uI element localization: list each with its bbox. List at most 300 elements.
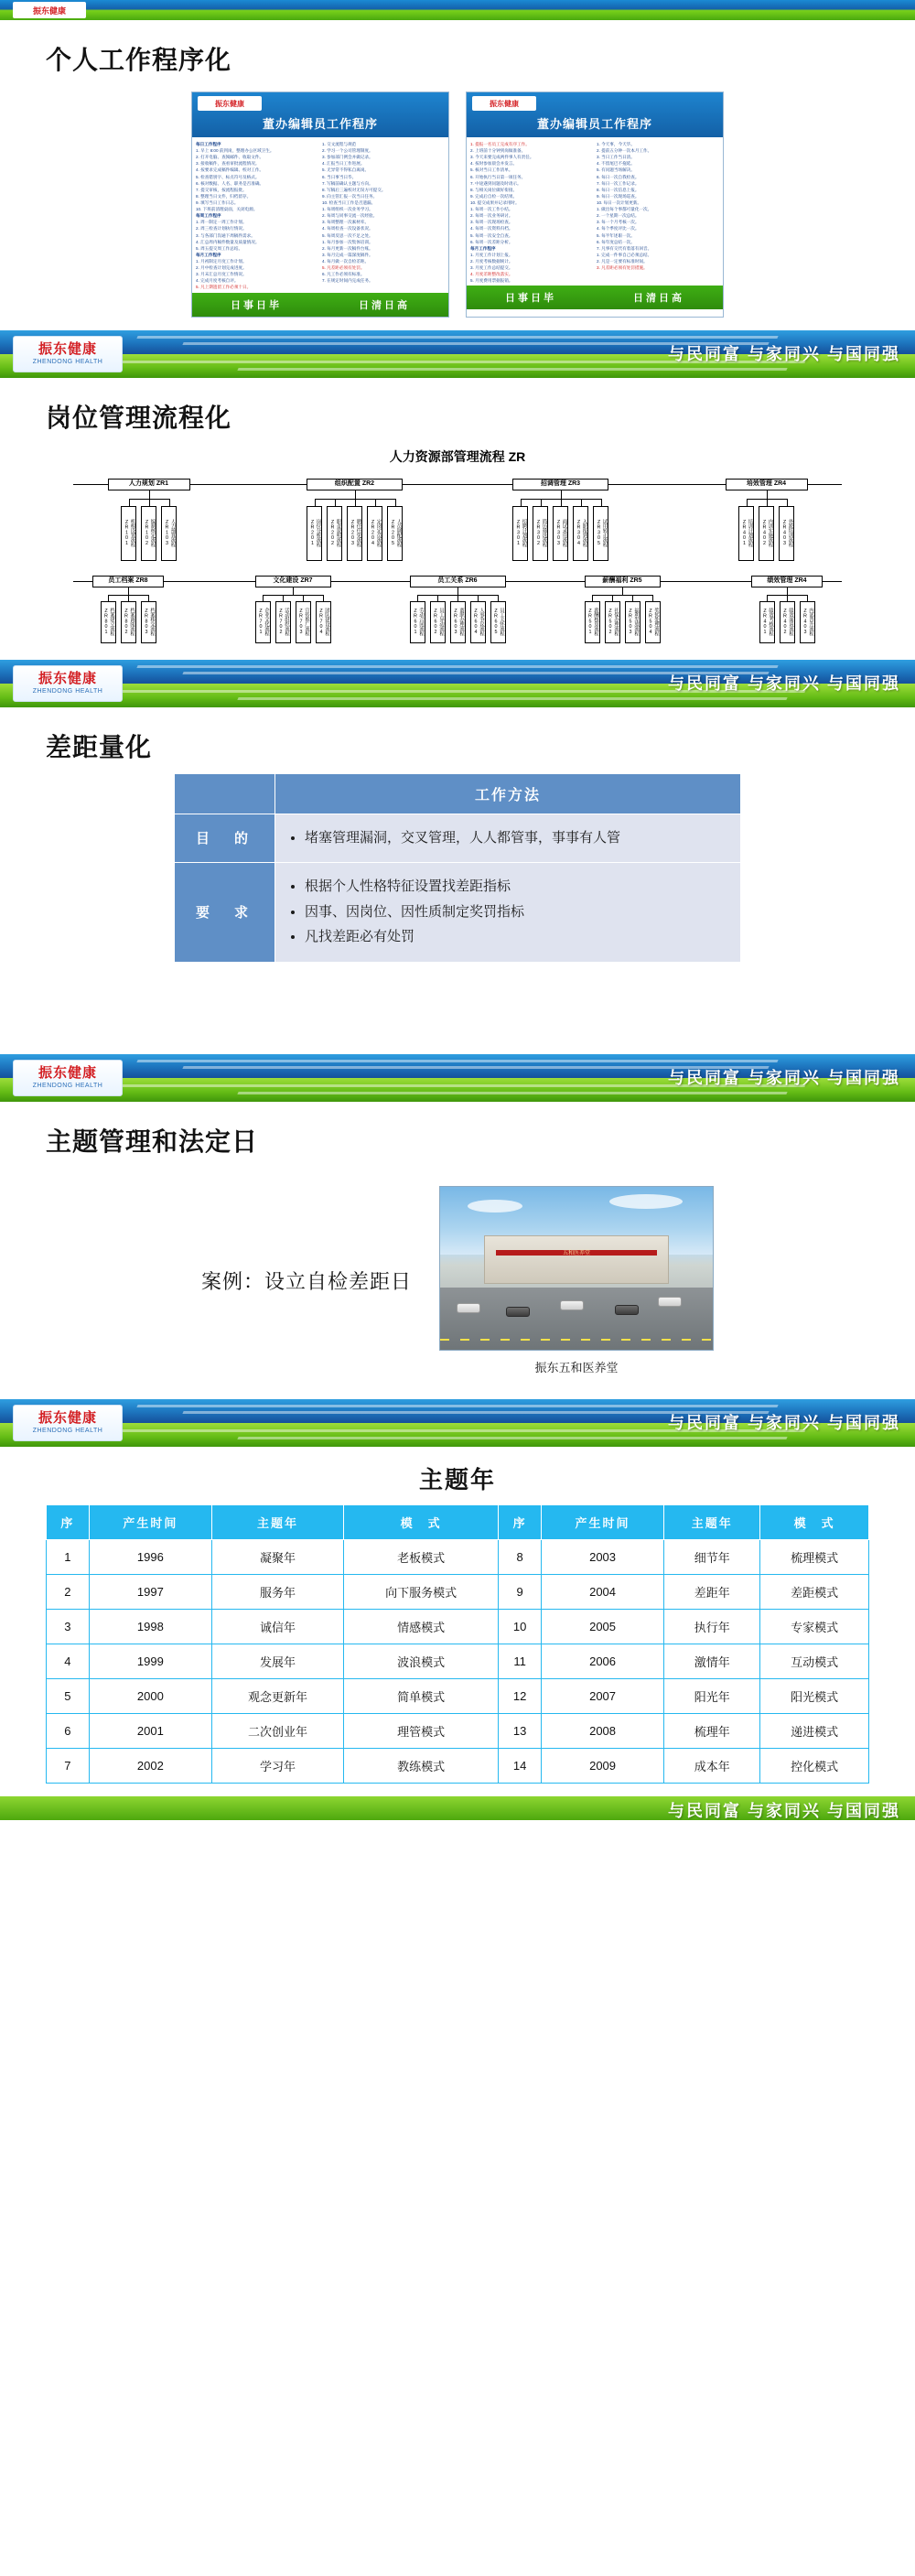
poster-line: 每月工作程序 <box>470 245 496 251</box>
poster-line: 8. 每日一次信息上报。 <box>597 187 640 192</box>
poster-line: 7. 中途遇到问题及时请示。 <box>470 180 522 186</box>
brand-logo-mini: 振东健康 <box>13 2 86 18</box>
flow-leaf-box: 聘任任免流程 ZR203 <box>347 506 362 561</box>
photo-block <box>439 1186 714 1375</box>
gap-item: • 凡找差距必有处罚 <box>305 927 727 948</box>
cloud-icon <box>468 1200 522 1213</box>
table-cell: 控化模式 <box>760 1748 869 1783</box>
table-cell: 诚信年 <box>211 1609 343 1644</box>
poster-line: 3. 月度工作总结提交。 <box>470 265 513 271</box>
flow-connector <box>592 595 593 601</box>
car-icon <box>506 1307 530 1317</box>
flow-leaf-box: 面试录用流程 ZR303 <box>553 506 568 561</box>
theme-column-header: 序 <box>499 1504 542 1539</box>
poster-2-column-left <box>470 141 593 284</box>
table-cell: 2000 <box>89 1678 211 1713</box>
poster-line: 5. 每周一次安全自查。 <box>470 232 513 238</box>
poster-line: 8. 与相关岗位做好衔接。 <box>470 187 518 192</box>
table-row <box>47 1644 869 1678</box>
poster-1 <box>191 92 449 318</box>
flow-leaf-box: 档案建立流程 ZR801 <box>101 601 116 643</box>
flow-connector <box>263 595 264 601</box>
poster-line: 3. 今天来要完成两件事人有责任。 <box>470 155 534 160</box>
table-cell: 老板模式 <box>343 1539 498 1574</box>
theme-column-header: 主题年 <box>211 1504 343 1539</box>
table-cell: 向下服务模式 <box>343 1574 498 1609</box>
road-dash <box>440 1339 713 1341</box>
flow-connector <box>128 595 129 601</box>
theme-column-header: 主题年 <box>664 1504 760 1539</box>
poster-line: 1. 每周组织一次业务学习。 <box>322 207 373 212</box>
poster-line: 5. 月度费用票据报销。 <box>470 278 513 284</box>
poster-footer-left: 日事日毕 <box>505 293 556 305</box>
flow-group-header: 绩效管理 ZR4 <box>751 576 823 587</box>
table-cell: 梳理年 <box>664 1713 760 1748</box>
poster-footer-right: 日清日高 <box>633 293 684 305</box>
poster-line: 2. 周三检查计划执行情况。 <box>196 226 247 232</box>
table-cell: 1997 <box>89 1574 211 1609</box>
gap-item: • 堵塞管理漏洞，交叉管理，人人都管事，事事有人管 <box>305 828 727 849</box>
car-icon <box>658 1297 682 1307</box>
theme-column-header: 模 式 <box>760 1504 869 1539</box>
poster-line: 5. 无异常不得私自离岗。 <box>322 167 370 173</box>
poster-line: 2. 月度考核数据统计。 <box>470 258 513 264</box>
poster-line: 3. 当日工作当日清。 <box>597 155 635 160</box>
flow-leaf-box: 培训计划流程 ZR401 <box>738 506 754 561</box>
table-cell: 差距年 <box>664 1574 760 1609</box>
table-cell: 执行年 <box>664 1609 760 1644</box>
poster-2-logo: 振东健康 <box>472 96 536 111</box>
flow-leaf-box: 岗位分析流程 ZR201 <box>307 506 322 561</box>
poster-line: 8. 写稿后三遍校对无误方可提交。 <box>322 187 386 192</box>
flow-group-header: 员工档案 ZR8 <box>92 576 164 587</box>
section-title-4: 主题管理和法定日 <box>46 1126 259 1156</box>
case-row <box>0 1168 915 1383</box>
poster-line: 1. 每月参加一次集体培训。 <box>322 239 373 244</box>
poster-line: 6. 核对数据、人名、职务是否准确。 <box>196 180 264 186</box>
flow-connector <box>541 499 542 506</box>
flow-group-header: 组织配置 ZR2 <box>307 479 403 490</box>
flow-connector <box>561 490 562 499</box>
poster-line: 1. 今天事，今天毕。 <box>597 142 635 146</box>
table-cell: 1998 <box>89 1609 211 1644</box>
slide-theme-year <box>0 1461 915 1820</box>
table-cell: 发展年 <box>211 1644 343 1678</box>
poster-line: 1. 每周一次工作小结。 <box>470 207 513 212</box>
flow-connector <box>787 595 788 601</box>
slide-position-flow <box>0 398 915 707</box>
poster-line: 4. 汇总周内稿件数量及质量情况。 <box>196 239 260 244</box>
flow-connector <box>128 587 129 595</box>
flow-leaf-box: 劳动合同流程 ZR601 <box>410 601 425 643</box>
gap-row-cell-purpose <box>275 814 741 863</box>
poster-line: 3. 与各部门沟通下周稿件需求。 <box>196 232 255 238</box>
poster-line: 4. 不留尾巴不拖延。 <box>597 161 635 167</box>
poster-line: 1. 月度工作计划上报。 <box>470 252 513 257</box>
poster-line: 3. 接收稿件，查看审批流程情况。 <box>196 161 260 167</box>
flow-leaf-box: 团队建设流程 ZR704 <box>316 601 331 643</box>
poster-line: 5. 每周反思一次不足之处。 <box>322 232 373 238</box>
flow-connector <box>787 499 788 506</box>
poster-line: 4. 每周一次资料归档。 <box>470 226 513 232</box>
poster-2-body <box>467 137 723 286</box>
poster-line: 10. 检查当日工作是否遗漏。 <box>322 199 376 205</box>
table-cell: 13 <box>499 1713 542 1748</box>
flow-group-header: 培效管理 ZR4 <box>726 479 808 490</box>
photo-building <box>484 1235 670 1284</box>
table-cell: 细节年 <box>664 1539 760 1574</box>
section-title-2: 岗位管理流程化 <box>46 403 232 432</box>
poster-line: 9. 填写当日工作日志。 <box>196 199 239 205</box>
flow-leaf-box: 档案移交流程 ZR803 <box>141 601 156 643</box>
table-cell: 1999 <box>89 1644 211 1678</box>
brand-name-en: ZHENDONG HEALTH <box>32 359 103 366</box>
flow-connector <box>478 595 479 601</box>
poster-line: 5. 核对当日工作清单。 <box>470 167 513 173</box>
flow-connector <box>632 595 633 601</box>
poster-line: 1. 完成一件事自己必须总结。 <box>597 252 652 257</box>
poster-line: 4. 按要求完成稿件编辑、校对工作。 <box>196 167 264 173</box>
table-cell: 2006 <box>541 1644 663 1678</box>
flow-leaf-box: 内训实施流程 ZR402 <box>759 506 774 561</box>
poster-line: 4. 每月做一次自检差距。 <box>322 258 370 264</box>
poster-line: 7. 写稿前确认主题与方向。 <box>322 180 373 186</box>
flow-connector <box>149 490 150 499</box>
table-cell: 情感模式 <box>343 1609 498 1644</box>
brand-slogan: 与民同富 与家同兴 与国同强 <box>667 674 900 693</box>
poster-line: 6. 开始执行当日第一项任务。 <box>470 174 526 179</box>
poster-line: 4. 完成月度考核自评。 <box>196 278 239 284</box>
gap-item: • 根据个人性格特征设置找差距指标 <box>305 877 727 898</box>
poster-line: 2. 每周与同事交流一次经验。 <box>322 213 378 219</box>
table-cell: 7 <box>47 1748 90 1783</box>
flow-group-header: 招调管理 ZR3 <box>512 479 608 490</box>
poster-line: 3. 参加部门例会并做记录。 <box>322 155 373 160</box>
poster-group <box>0 86 915 330</box>
table-cell: 教练模式 <box>343 1748 498 1783</box>
poster-2-column-right <box>597 141 719 284</box>
photo-caption: 振东五和医养堂 <box>534 1360 619 1374</box>
flow-leaf-box: 宣传推广流程 ZR703 <box>296 601 311 643</box>
table-cell: 学习年 <box>211 1748 343 1783</box>
poster-line: 8. 整理当日文件，归档留存。 <box>196 193 252 199</box>
case-photo <box>439 1186 714 1351</box>
flow-group-header: 人力规划 ZR1 <box>108 479 190 490</box>
table-cell: 2003 <box>541 1539 663 1574</box>
table-row <box>47 1539 869 1574</box>
poster-footer-right: 日清日高 <box>359 299 410 311</box>
poster-1-body <box>192 137 448 293</box>
flow-connector <box>375 499 376 506</box>
table-cell: 凝聚年 <box>211 1539 343 1574</box>
brand-slogan: 与民同富 与家同兴 与国同强 <box>667 344 900 363</box>
table-cell: 5 <box>47 1678 90 1713</box>
poster-line: 每月工作程序 <box>196 252 221 257</box>
brand-name-cn: 振东健康 <box>38 341 97 358</box>
slide-personal-work-procedure <box>0 40 915 378</box>
flow-connector <box>355 490 356 499</box>
brand-logo <box>13 1405 123 1441</box>
poster-line: 7. 每日一次工作记录。 <box>597 180 640 186</box>
table-cell: 6 <box>47 1713 90 1748</box>
flow-leaf-box: 内部晋升流程 ZR403 <box>800 601 815 643</box>
flow-leaf-box: 试用转正流程 ZR305 <box>593 506 608 561</box>
flow-connector <box>293 587 294 595</box>
poster-line: 10. 下班前清理桌面，关闭电源。 <box>196 207 258 212</box>
poster-line: 4. 按时参加晨会并发言。 <box>470 161 518 167</box>
poster-1-header <box>192 92 448 137</box>
flow-leaf-box: 绩效考核流程 ZR401 <box>759 601 775 643</box>
building-sign-text: 五和医养堂 <box>562 1251 590 1257</box>
flow-connector <box>807 595 808 601</box>
poster-line: 9. 向主管汇报一次当日任务。 <box>322 193 378 199</box>
poster-line: 4. 每周检查一次设备状况。 <box>322 226 373 232</box>
flow-connector <box>581 499 582 506</box>
poster-line: 6. 每周一次差距分析。 <box>470 239 513 244</box>
poster-1-column-right <box>322 141 445 291</box>
brand-name-cn: 振东健康 <box>38 671 97 687</box>
flow-leaf-box: 机构设置流程 ZR101 <box>121 506 136 561</box>
brand-slogan: 与民同富 与家同兴 与国同强 <box>667 1068 900 1087</box>
poster-line: 5. 凡上期遗留工作必须十日。 <box>196 285 252 290</box>
poster-line: 7. 提交审核，按流程报批。 <box>196 187 247 192</box>
table-cell: 2007 <box>541 1678 663 1713</box>
flow-connector <box>498 595 499 601</box>
table-cell: 2004 <box>541 1574 663 1609</box>
poster-line: 3. 每月完成一篇深度稿件。 <box>322 252 373 257</box>
flow-leaf-box: 企业文化流程 ZR701 <box>255 601 271 643</box>
brand-name-cn: 振东健康 <box>38 1065 97 1082</box>
gap-table <box>174 773 741 963</box>
flow-connector <box>283 595 284 601</box>
poster-line: 5. 检查错别字、标点符号及格式。 <box>196 174 260 179</box>
poster-line: 7. 凡事有交代有着落有回音。 <box>597 245 652 251</box>
flow-connector <box>148 595 149 601</box>
flow-leaf-box: 福利发放流程 ZR503 <box>625 601 640 643</box>
table-row <box>175 863 741 963</box>
poster-line: 6. 凡工作必须有标准。 <box>322 272 365 277</box>
table-cell: 差距模式 <box>760 1574 869 1609</box>
theme-year-table <box>46 1504 869 1784</box>
gap-header-blank <box>175 773 275 814</box>
flow-connector <box>767 490 768 499</box>
brand-name-en: ZHENDONG HEALTH <box>32 688 103 695</box>
poster-line: 4. 汇报当日工作进展。 <box>322 161 365 167</box>
poster-line: 10. 提交成果并记录用时。 <box>470 199 520 205</box>
table-cell: 2001 <box>89 1713 211 1748</box>
flow-leaf-box: 简历筛选流程 ZR302 <box>533 506 548 561</box>
poster-2-header <box>467 92 723 137</box>
table-cell: 4 <box>47 1644 90 1678</box>
slide-banner-1 <box>0 330 915 378</box>
poster-line: 2. 每周一次业务研讨。 <box>470 213 513 219</box>
table-row <box>47 1678 869 1713</box>
theme-year-title: 主题年 <box>418 1465 496 1493</box>
flow-leaf-box: 社保办理流程 ZR502 <box>605 601 620 643</box>
flow-connector <box>592 595 652 596</box>
flow-connector <box>521 499 522 506</box>
flow-group-header: 文化建设 ZR7 <box>255 576 331 587</box>
flow-connector <box>355 499 356 506</box>
table-cell: 2005 <box>541 1609 663 1644</box>
table-cell: 12 <box>499 1678 542 1713</box>
poster-line: 每日工作程序 <box>196 142 221 146</box>
flow-leaf-box: 入职报到流程 ZR304 <box>573 506 588 561</box>
poster-line: 2. 学习一个公司管理制度。 <box>322 148 373 154</box>
flow-leaf-box: 职责说明流程 ZR202 <box>327 506 342 561</box>
flow-connector <box>303 595 304 601</box>
table-header-row <box>47 1504 869 1539</box>
flow-connector <box>612 595 613 601</box>
poster-line: 2. 凡是一定要有标准时间。 <box>597 258 648 264</box>
poster-line: 3. 每一个月考核一次。 <box>597 220 640 225</box>
poster-line: 6. 每年度总结一次。 <box>597 239 635 244</box>
flow-leaf-box: 薪酬核算流程 ZR501 <box>585 601 600 643</box>
poster-line: 2. 打开电脑、查阅邮件、收取文件。 <box>196 155 264 160</box>
gap-row-cell-requirement <box>275 863 741 963</box>
poster-line: 3. 每周一次现场检查。 <box>470 220 513 225</box>
flow-leaf-box: 定岗定员流程 ZR204 <box>367 506 382 561</box>
flow-leaf-box: 活动组织流程 ZR702 <box>275 601 291 643</box>
flow-leaf-box: 编制核定流程 ZR102 <box>141 506 156 561</box>
flow-leaf-box: 外派培训流程 ZR403 <box>779 506 794 561</box>
theme-column-header: 模 式 <box>343 1504 498 1539</box>
table-cell: 8 <box>499 1539 542 1574</box>
car-icon <box>615 1305 639 1315</box>
theme-column-header: 产生时间 <box>89 1504 211 1539</box>
gap-header-main: 工作方法 <box>275 773 741 814</box>
flow-connector <box>601 499 602 506</box>
poster-line: 4. 月度差距整改落实。 <box>470 272 513 277</box>
slide-banner-3 <box>0 1054 915 1102</box>
gap-item: • 因事、因岗位、因性质制定奖罚指标 <box>305 902 727 923</box>
poster-line: 2. 一个星期一次总结。 <box>597 213 640 219</box>
table-cell: 11 <box>499 1644 542 1678</box>
flow-connector <box>263 595 323 596</box>
poster-2 <box>466 92 724 318</box>
brand-logo <box>13 336 123 372</box>
table-cell: 阳光模式 <box>760 1678 869 1713</box>
poster-line: 5. 有问题当场解决。 <box>597 167 635 173</box>
table-row-header <box>175 773 741 814</box>
flow-group-header: 薪酬福利 ZR5 <box>585 576 661 587</box>
table-cell: 3 <box>47 1609 90 1644</box>
flow-leaf-box: 奖惩处理流程 ZR504 <box>645 601 661 643</box>
flow-leaf-box: 档案调阅流程 ZR802 <box>121 601 136 643</box>
poster-1-column-left <box>196 141 318 291</box>
poster-1-title: 董办编辑员工作程序 <box>262 117 378 131</box>
poster-line: 6. 当日事当日毕。 <box>322 174 357 179</box>
flow-connector <box>437 595 438 601</box>
flow-connector <box>747 499 748 506</box>
table-row <box>47 1609 869 1644</box>
poster-1-footer <box>192 293 448 317</box>
poster-line: 2. 月中检查计划完成进度。 <box>196 265 247 271</box>
table-cell: 激情年 <box>664 1644 760 1678</box>
poster-2-footer <box>467 286 723 309</box>
poster-line: 1. 早上 8:00 前到岗，整理办公区域卫生。 <box>196 148 274 154</box>
table-cell: 阳光年 <box>664 1678 760 1713</box>
table-row <box>175 814 741 863</box>
table-cell: 简单模式 <box>343 1678 498 1713</box>
poster-line: 2. 提前五分钟一次本月工作。 <box>597 148 652 154</box>
poster-line: 5. 周五提交周工作总结。 <box>196 245 243 251</box>
poster-line: 3. 每周整理一次素材库。 <box>322 220 370 225</box>
poster-line: 3. 凡差距必须有处罚措施。 <box>597 265 648 271</box>
table-cell: 递进模式 <box>760 1713 869 1748</box>
flow-leaf-box: 招聘计划流程 ZR301 <box>512 506 528 561</box>
building-sign <box>496 1250 658 1256</box>
table-cell: 专家模式 <box>760 1609 869 1644</box>
flow-leaf-box: 人员调配流程 ZR205 <box>387 506 403 561</box>
table-body <box>47 1539 869 1783</box>
poster-line: 5. 凡差距必须有处罚。 <box>322 265 365 271</box>
poster-line: 5. 每半年述职一次。 <box>597 232 635 238</box>
flow-connector <box>787 587 788 595</box>
brand-name-en: ZHENDONG HEALTH <box>32 1083 103 1090</box>
poster-line: 6. 每日一次自我检查。 <box>597 174 640 179</box>
poster-line: 9. 每日一次现场巡查。 <box>597 193 640 199</box>
poster-line: 1. 交文流程与规范 <box>322 142 357 146</box>
case-label: 案例：设立自检差距日 <box>200 1269 412 1293</box>
flow-connector <box>108 595 109 601</box>
flow-leaf-box: 员工关怀流程 ZR605 <box>490 601 506 643</box>
brand-slogan: 与民同富 与家同兴 与国同强 <box>667 1801 900 1820</box>
poster-line: 1. 月初制定月度工作计划。 <box>196 258 247 264</box>
theme-column-header: 序 <box>47 1504 90 1539</box>
table-cell: 1996 <box>89 1539 211 1574</box>
gap-row-label-requirement: 要 求 <box>175 863 275 963</box>
table-cell: 波浪模式 <box>343 1644 498 1678</box>
flow-connector <box>417 595 418 601</box>
section-title-3: 差距量化 <box>46 732 153 761</box>
table-cell: 2008 <box>541 1713 663 1748</box>
flow-connector <box>335 499 336 506</box>
flow-group-header: 员工关系 ZR6 <box>410 576 506 587</box>
table-row <box>47 1574 869 1609</box>
poster-line: 1. 周一制定一周工作计划。 <box>196 220 247 225</box>
table-cell: 梳理模式 <box>760 1539 869 1574</box>
slide-gap-quantify <box>0 728 915 1102</box>
section-title-1: 个人工作程序化 <box>46 46 232 74</box>
table-cell: 9 <box>499 1574 542 1609</box>
table-cell: 10 <box>499 1609 542 1644</box>
flow-connector <box>395 499 396 506</box>
flow-diagram <box>0 444 915 660</box>
table-cell: 2002 <box>89 1748 211 1783</box>
table-cell: 14 <box>499 1748 542 1783</box>
table-cell: 二次创业年 <box>211 1713 343 1748</box>
poster-footer-left: 日事日毕 <box>231 299 282 311</box>
flow-connector <box>561 499 562 506</box>
flow-canvas <box>46 479 869 643</box>
flow-leaf-box: 绩效面谈流程 ZR402 <box>780 601 795 643</box>
slide-banner-2 <box>0 660 915 707</box>
poster-line: 1. 做出每个事都可量化一次。 <box>597 207 652 212</box>
flow-connector <box>323 595 324 601</box>
table-row <box>47 1748 869 1783</box>
brand-name-cn: 振东健康 <box>38 1410 97 1427</box>
poster-line: 1. 提报一名员工完成有序工作。 <box>470 142 530 146</box>
flow-connector <box>315 499 316 506</box>
flow-connector <box>149 499 150 506</box>
flow-leaf-box: 离职办理流程 ZR603 <box>450 601 466 643</box>
poster-line: 3. 月末汇总月度工作情况。 <box>196 272 247 277</box>
brand-logo <box>13 1060 123 1096</box>
flow-leaf-box: 人事争议流程 ZR604 <box>470 601 486 643</box>
flow-connector <box>169 499 170 506</box>
flow-title: 人力资源部管理流程 ZR <box>389 448 526 464</box>
